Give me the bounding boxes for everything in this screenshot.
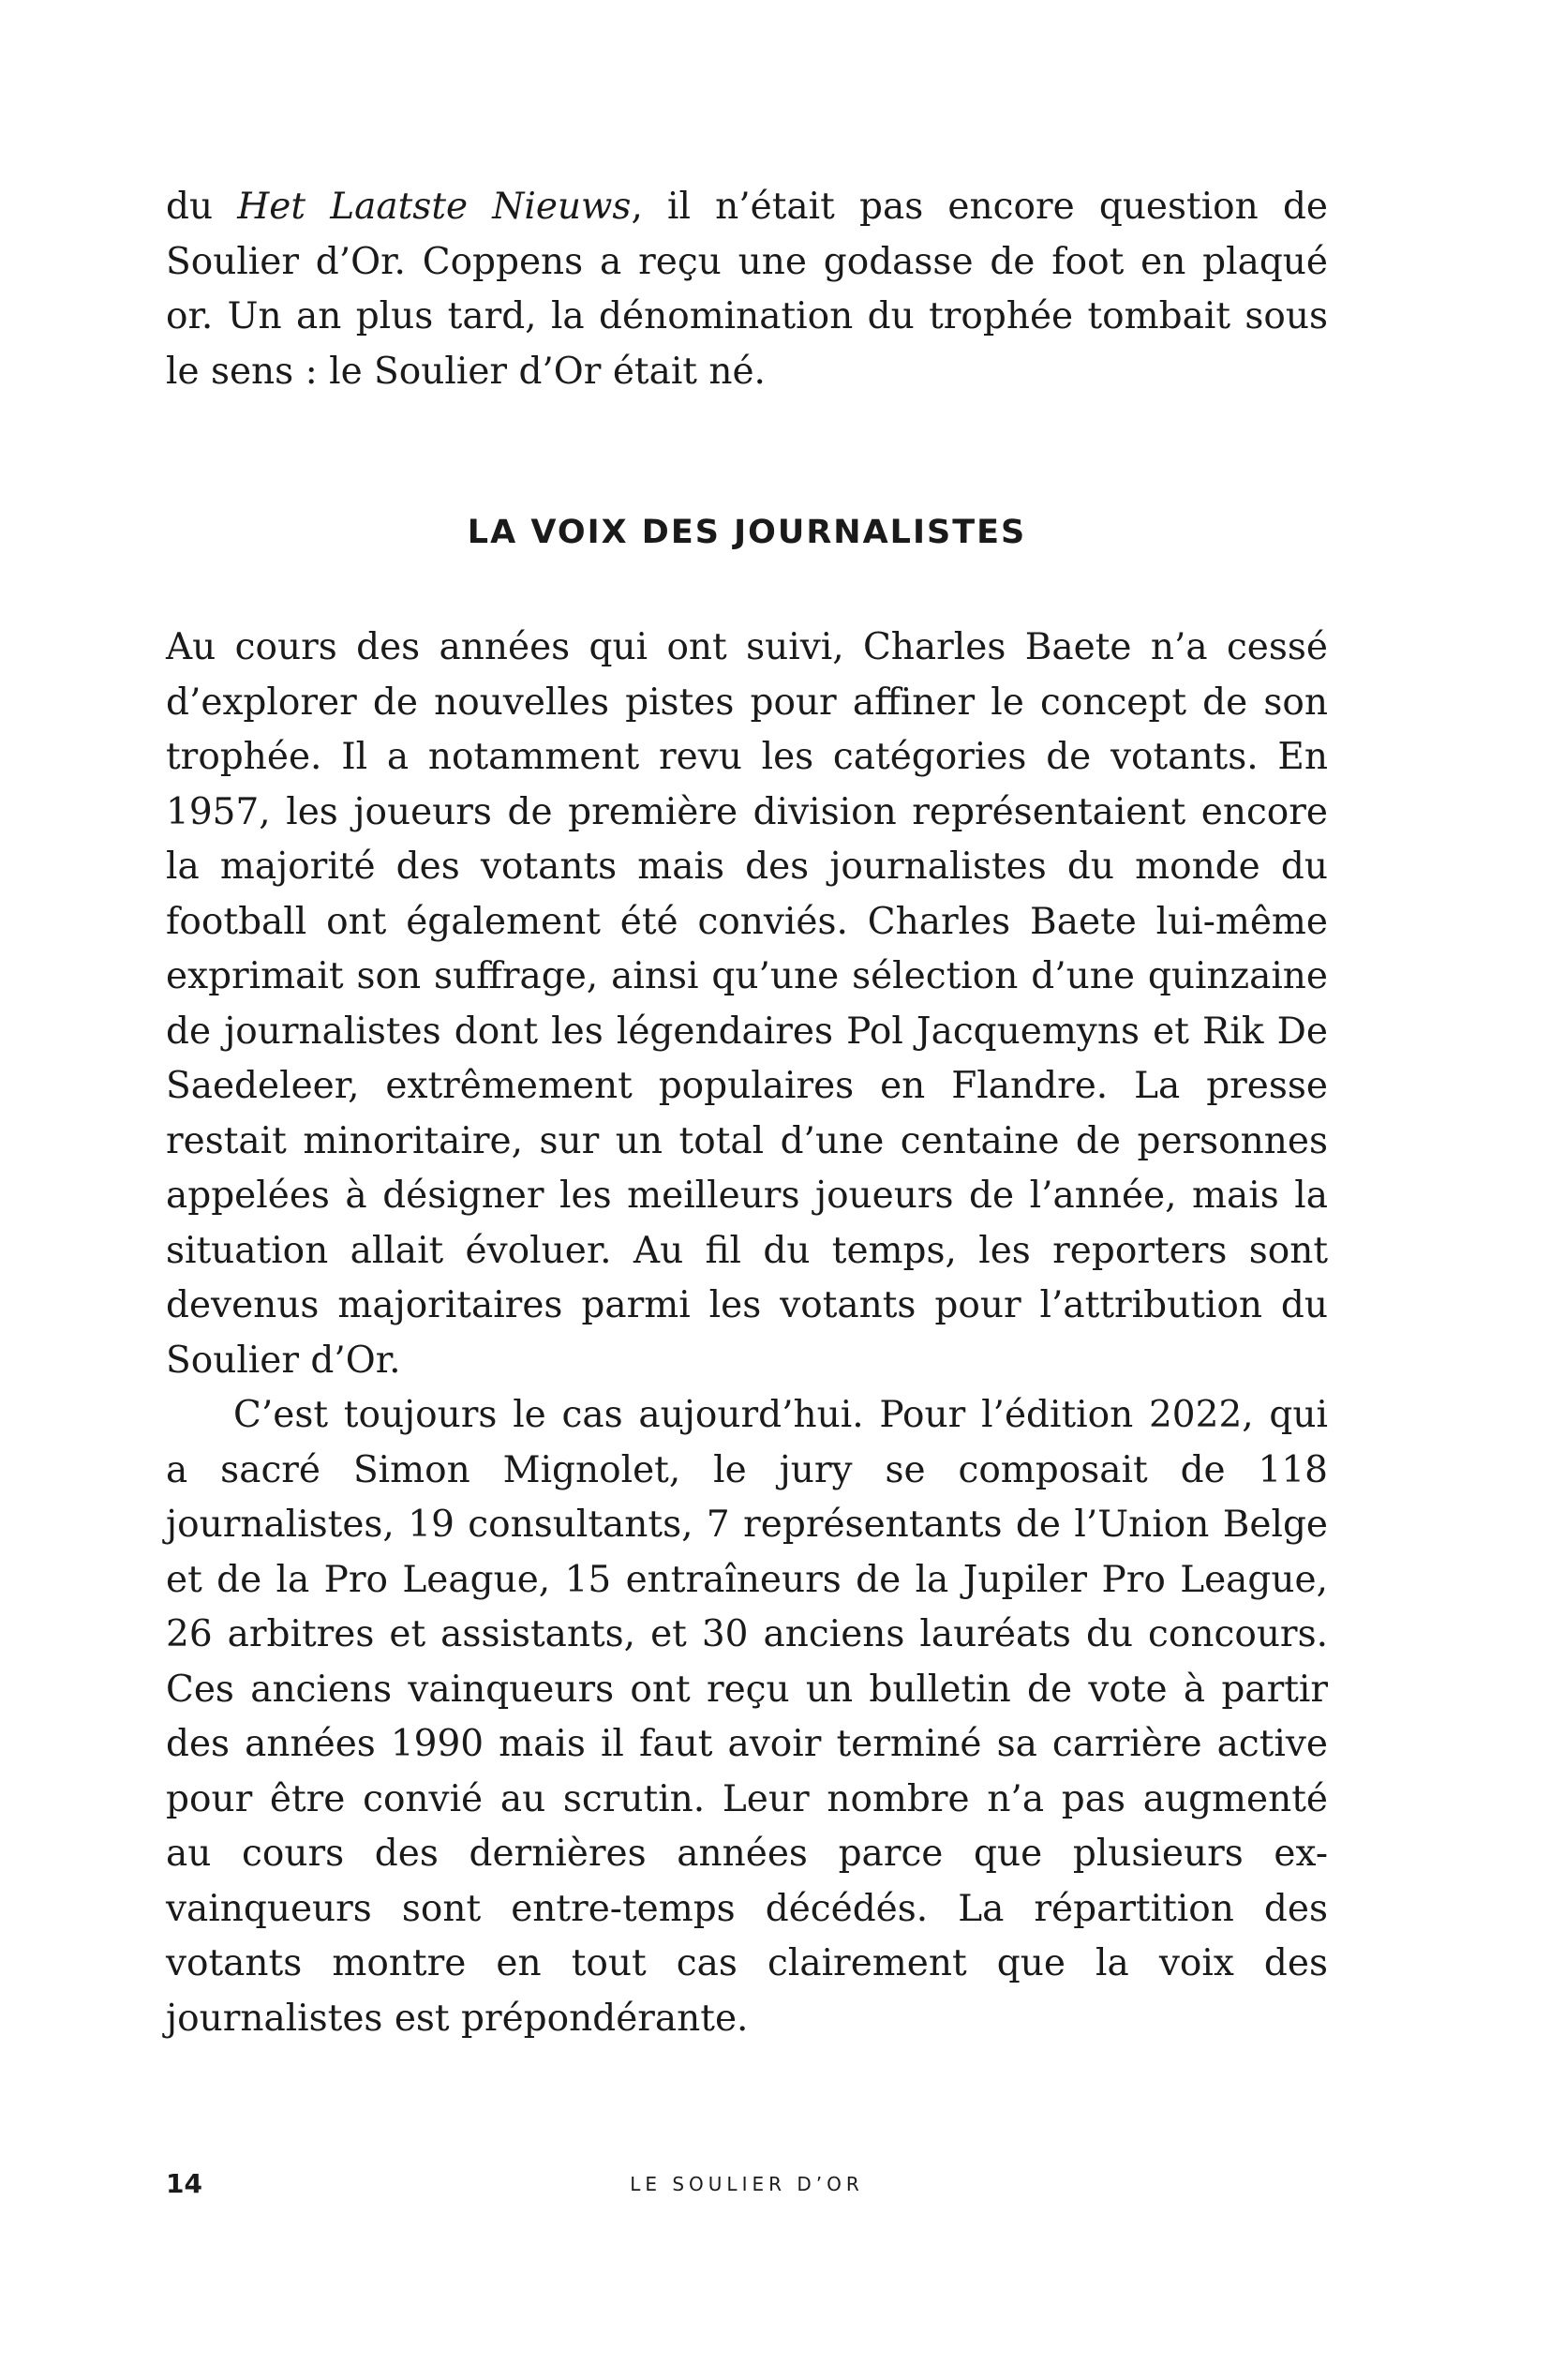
intro-text-rest: , il n’était pas encore question de Soulier d’Or. Coppens a reçu une godasse de foot en plaqué or. Un an plus tard, la dénomination du trophée tombait sous le sens : le Soulier d’Or était né. [166,186,1329,393]
section-heading: LA VOIX DES JOURNALISTES [467,514,1027,551]
newspaper-title: Het Laatste Nieuws [237,186,632,228]
intro-text-start: du [166,186,238,228]
intro-paragraph [166,180,1328,399]
page-number: 14 [166,2168,202,2199]
body-paragraph-1: Au cours des années qui ont suivi, Charles Baete n’a cessé d’explorer de nouvelles pistes pour affiner le concept de son trophée. Il a notamment revu les catégories de votants. En 1957, les joueurs de première division représentaient encore la majorité des votants mais des journalistes du monde du football ont également été conviés. Charles Baete lui-même exprimait son suffrage, ainsi qu’une sélection d’une quinzaine de journalistes dont les légendaires Pol Jacquemyns et Rik De Saedeleer, extrêmement populaires en Flandre. La presse restait minoritaire, sur un total d’une centaine de personnes appelées à désigner les meilleurs joueurs de l’année, mais la situation allait évoluer. Au fil du temps, les reporters sont devenus majoritaires parmi les votants pour l’attribution du Soulier d’Or. [166,626,1328,1382]
body-paragraph-2: C’est toujours le cas aujourd’hui. Pour l’édition 2022, qui a sacré Simon Mignolet, le jury se composait de 118 journalistes, 19 consultants, 7 représentants de l’Union Belge et de la Pro League, 15 entraîneurs de la Jupiler Pro League, 26 arbitres et assistants, et 30 anciens lauréats du concours. Ces anciens vainqueurs ont reçu un bulletin de vote à partir des années 1990 mais il faut avoir terminé sa carrière active pour être convié au scrutin. Leur nombre n’a pas augmenté au cours des dernières années parce que plusieurs ex-vainqueurs sont entre-temps décédés. La répartition des votants montre en tout cas clairement que la voix des journalistes est prépondérante. [166,1394,1328,2040]
section-body [166,621,1328,2046]
running-title: LE SOULIER D’OR [630,2173,864,2195]
